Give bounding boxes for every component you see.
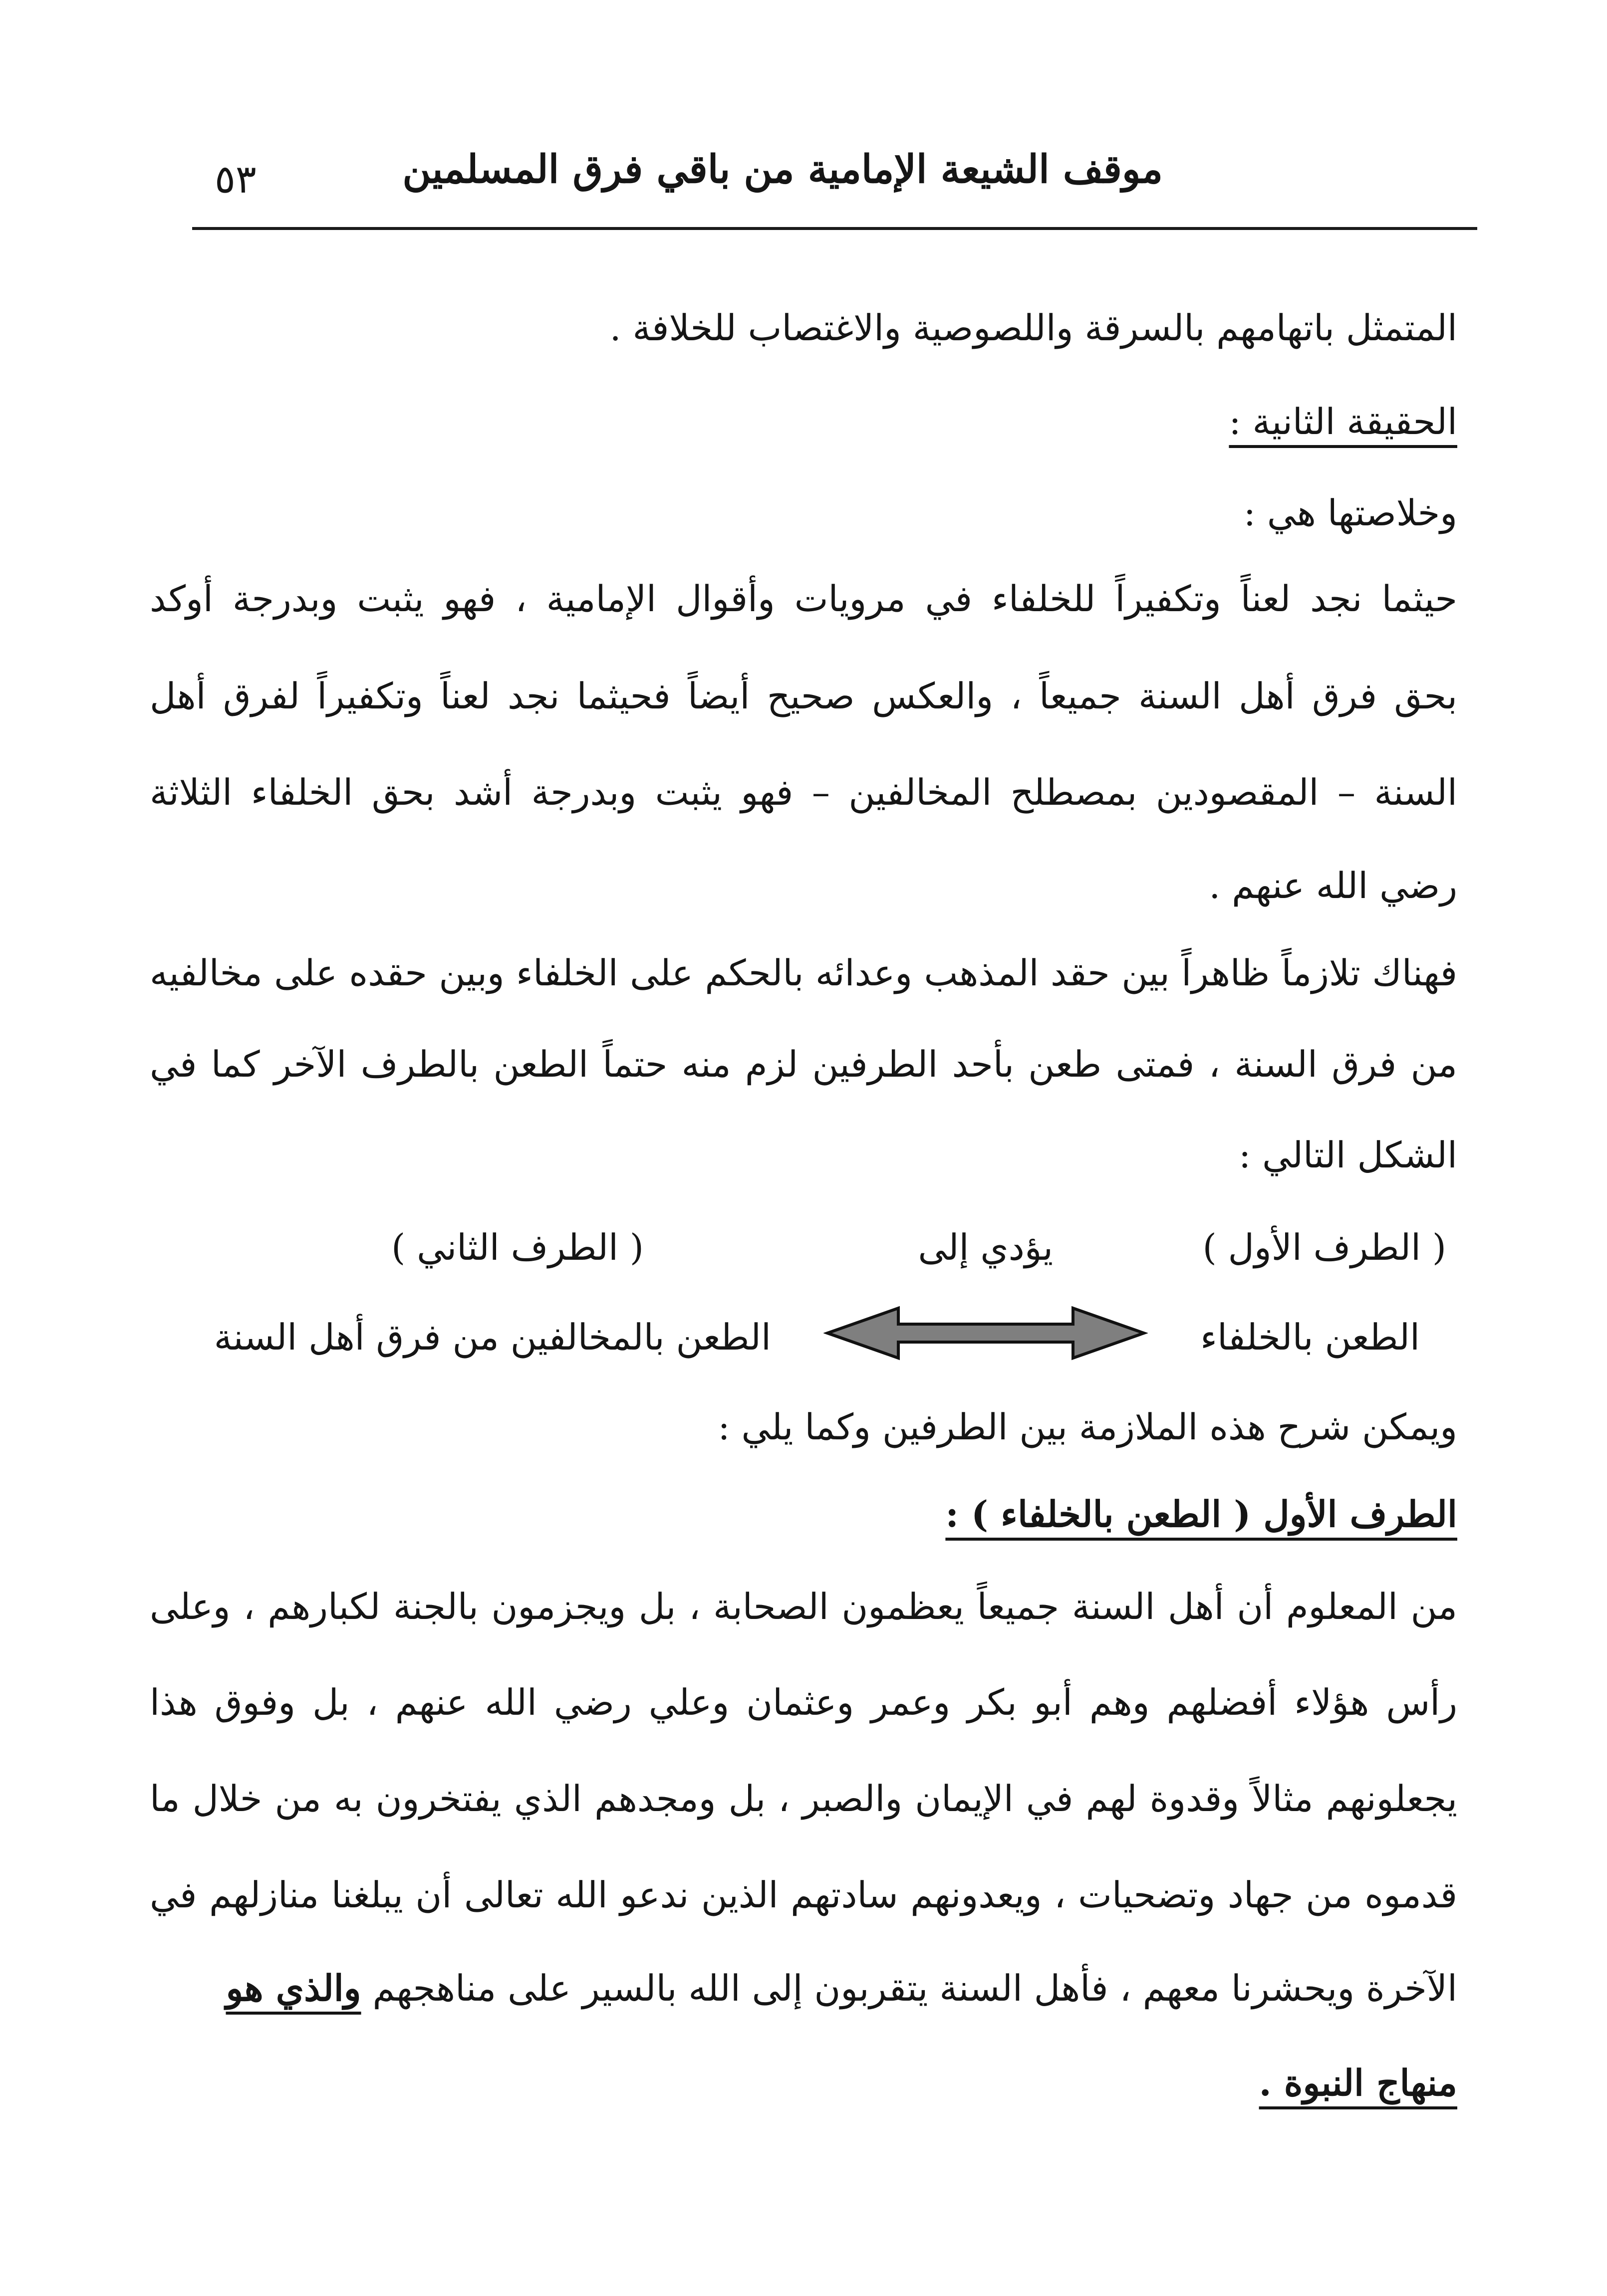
section-heading-first-party xyxy=(150,1484,1457,1544)
paragraph-line: السنة – المقصودين بمصطلح المخالفين – فهو يثبت وبدرجة أشد بحق الخلفاء الثلاثة xyxy=(150,771,1457,813)
paragraph-line: بحق فرق أهل السنة جميعاً ، والعكس صحيح أيضاً فحيثما نجد لعناً وتكفيراً لفرق أهل xyxy=(150,675,1457,717)
emphasized-text: منهاج النبوة . xyxy=(1259,2062,1457,2104)
text-line: وخلاصتها هي : xyxy=(1243,492,1457,534)
section-heading-second-fact xyxy=(150,392,1457,452)
paragraph-line: قدموه من جهاد وتضحيات ، ويعدونهم سادتهم الذين ندعو الله تعالى أن يبلغنا منازلهم في xyxy=(150,1874,1457,1916)
paragraph-line: الشكل التالي : xyxy=(1238,1134,1457,1176)
paragraph-line xyxy=(150,2053,1457,2113)
running-header-title: موقف الشيعة الإمامية من باقي فرق المسلمين xyxy=(402,147,1163,192)
paragraph-line: يجعلونهم مثالاً وقدوة لهم في الإيمان والصبر ، بل ومجدهم الذي يفتخرون به من خلال ما xyxy=(150,1778,1457,1820)
diagram-second-party-label: ( الطرف الثاني ) xyxy=(391,1226,644,1268)
page-number: ٥٣ xyxy=(215,157,257,202)
diagram-first-party-label: ( الطرف الأول ) xyxy=(1202,1226,1446,1268)
diagram-first-party-text: الطعن بالخلفاء xyxy=(1200,1316,1420,1358)
diagram-relation-label: يؤدي إلى xyxy=(918,1226,1053,1268)
diagram-second-party-text: الطعن بالمخالفين من فرق أهل السنة xyxy=(214,1316,771,1358)
paragraph-line: حيثما نجد لعناً وتكفيراً للخلفاء في مرويات وأقوال الإمامية ، فهو يثبت وبدرجة أوكد xyxy=(150,578,1457,620)
paragraph-line xyxy=(150,1958,1457,2018)
paragraph-line: من المعلوم أن أهل السنة جميعاً يعظمون الصحابة ، بل ويجزمون بالجنة لكبارهم ، وعلى xyxy=(150,1586,1457,1627)
text-line: المتمثل باتهامهم بالسرقة واللصوصية والاغتصاب للخلافة . xyxy=(609,307,1457,349)
paragraph-line: رأس هؤلاء أفضلهم وهم أبو بكر وعمر وعثمان وعلي رضي الله عنهم ، بل وفوق هذا xyxy=(150,1681,1457,1723)
double-arrow-icon xyxy=(823,1303,1148,1363)
line-text: الآخرة ويحشرنا معهم ، فأهل السنة يتقربون إلى الله بالسير على مناهجهم xyxy=(361,1967,1457,2009)
paragraph-line: من فرق السنة ، فمتى طعن بأحد الطرفين لزم منه حتماً الطعن بالطرف الآخر كما في xyxy=(150,1043,1457,1085)
paragraph-line: رضي الله عنهم . xyxy=(1209,865,1457,907)
header-divider xyxy=(192,227,1477,230)
heading-text: الحقيقة الثانية : xyxy=(1229,401,1457,443)
text-line: ويمكن شرح هذه الملازمة بين الطرفين وكما يلي : xyxy=(718,1406,1457,1448)
emphasized-text: والذي هو xyxy=(226,1967,361,2009)
paragraph-line: فهناك تلازماً ظاهراً بين حقد المذهب وعدائه بالحكم على الخلفاء وبين حقده على مخالفيه xyxy=(150,952,1457,994)
heading-text: الطرف الأول ( الطعن بالخلفاء ) : xyxy=(945,1493,1457,1535)
